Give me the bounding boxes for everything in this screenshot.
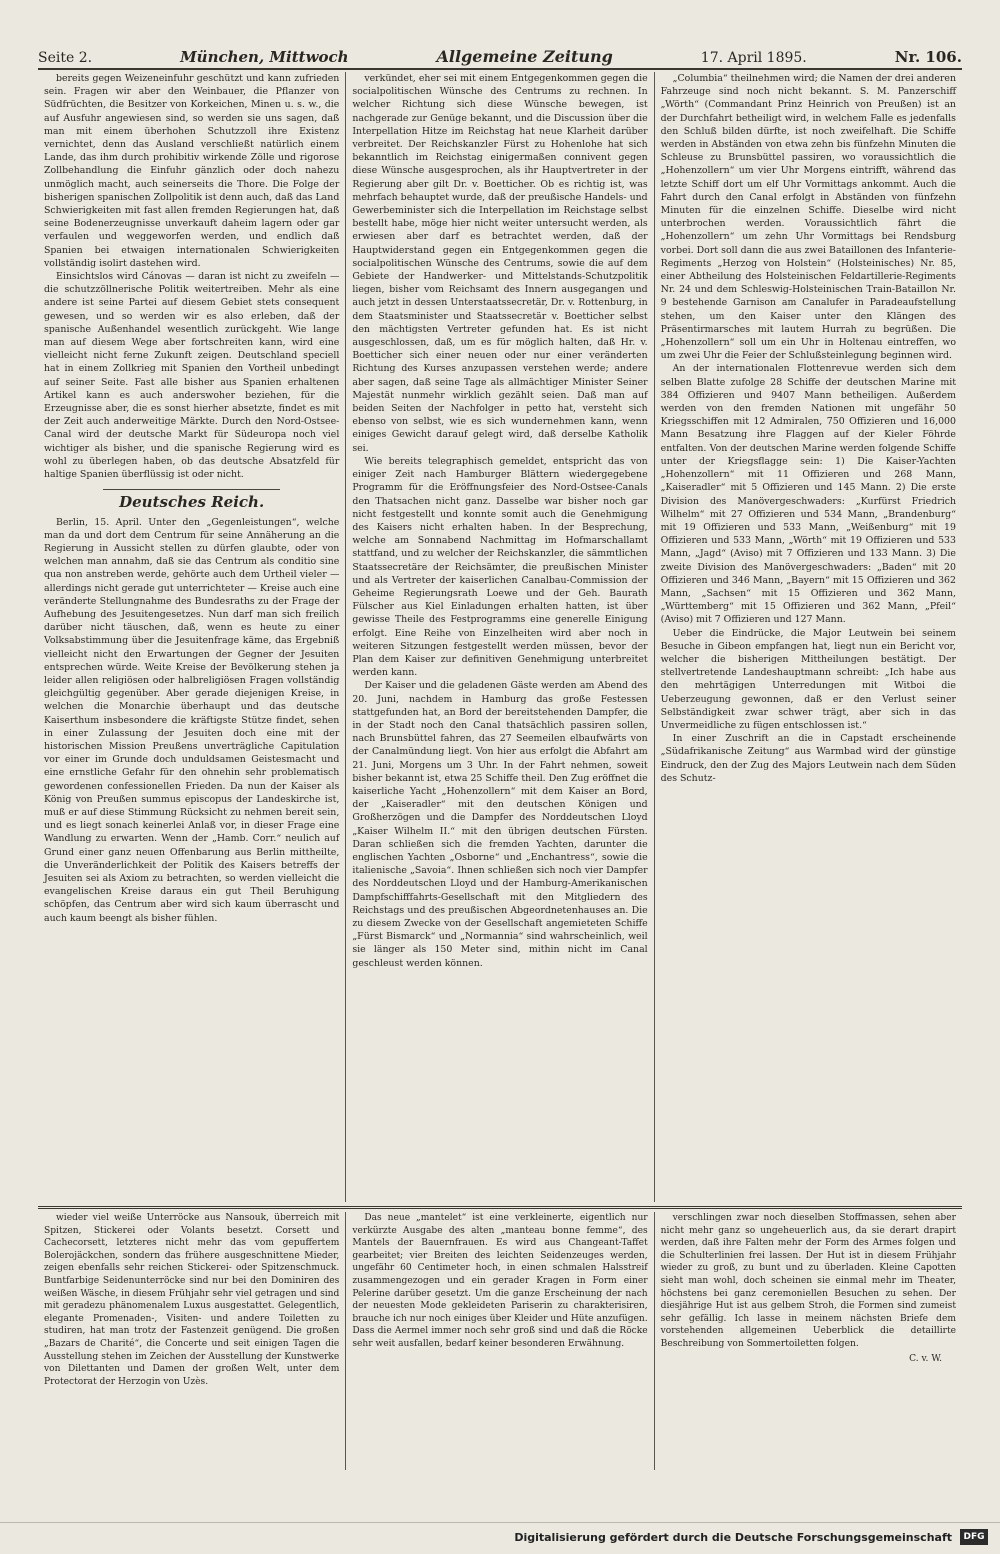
paragraph: bereits gegen Weizeneinfuhr geschützt und kann zufrieden sein. Fragen wir aber den Weinbauer, die Pflanzer von Südfrüchten, die Besitzer von Korkeichen, Minen u. s. w., die auf Ausfuhr angewiesen sind, so werden sie uns sagen, daß man mit einem überhohen Schutzzoll ihre Existenz vernichtet, denn das Ausland verschließt natürlich einem Lande, das ihm durch prohibitiv wirkende Zölle und rigorose Zollbehandlung die Einfuhr gänzlich oder doch nahezu unmöglich macht, auch seinerseits die Thore. Die Folge der bisherigen spanischen Zollpolitik ist denn auch, daß das Land Schwierigkeiten mit fast allen fremden Regierungen hat, daß seine Bodenerzeugnisse unverkauft daheim lagern oder gar verfaulen und weggeworfen werden, und endlich daß Spanien bei etwaigen internationalen Schwierigkeiten vollständig isolirt dastehen wird. (44, 73, 340, 269)
issue-date: 17. April 1895. (700, 50, 807, 66)
funding-footer (0, 1526, 1000, 1548)
paragraph: wieder viel weiße Unterröcke aus Nansouk, überreich mit Spitzen, Stickerei oder Volants besetzt. Corsett und Cachecorsett, letzteres nicht mehr das vom gepuffertem Bolerojäckchen, sondern das frühere ausgeschnittene Mieder, zeigen ebenfalls sehr reichen Stickerei- oder Spitzenschmuck. Buntfarbige Seidenunterröcke sind nur bei den Dominiren des weißen Wäsche, in diesem Frühjahr sehr viel getragen und sind mit geradezu phänomenalem Luxus ausgestattet. Gelegentlich, elegante Promenaden-, Visiten- und andere Toiletten zu studiren, hat man trotz der Fastenzeit genügend. Die großen „Bazars de Charité“, die Concerte und seit einigen Tagen die Ausstellung stehen im Zeichen der Ausstellung der Kunstwerke von Dilettanten und Damen der großen Welt, unter dem Protectorat der Herzogin von Uzès. (44, 1213, 340, 1387)
feuilleton-divider (38, 1206, 962, 1209)
issue-number: Nr. 106. (894, 48, 962, 66)
paragraph: „Columbia“ theilnehmen wird; die Namen der drei anderen Fahrzeuge sind noch nicht bekannt. S. M. Panzerschiff „Wörth“ (Commandant Prinz Heinrich von Preußen) ist an der Durchfahrt betheiligt wird, in welchem Falle es jedenfalls den Schluß bilden dürfte, ist noch zweifelhaft. Die Schiffe werden in Abständen von etwa zehn bis fünfzehn Minuten die Schleuse zu Brunsbüttel passiren, wo voraussichtlich die „Hohenzollern“ um vier Uhr Morgens eintrifft, während das letzte Schiff dort um elf Uhr Vormittags ankommt. Auch die Fahrt durch den Canal erfolgt in Abständen von fünfzehn Minuten für die einzelnen Schiffe. Dieselbe wird nicht unterbrochen werden. Voraussichtlich fährt die „Hohenzollern“ um zehn Uhr Vormittags bei Rendsburg vorbei. Dort soll dann die aus zwei Bataillonen des Infanterie-Regiments „Herzog von Holstein“ (Holsteinisches) Nr. 85, einer Abtheilung des Holsteinischen Feldartillerie-Regiments Nr. 24 und dem Schleswig-Holsteinischen Train-Bataillon Nr. 9 bestehende Garnison am Canalufer in Paradeaufstellung stehen, um den Kaiser unter den Klängen des Präsentirmarsches mit lautem Hurrah zu begrüßen. Die „Hohenzollern“ soll um ein Uhr in Holtenau eintreffen, wo um zwei Uhr die Feier der Schlußsteinlegung beginnen wird. (660, 73, 956, 362)
paragraph: Einsichtslos wird Cánovas — daran ist nicht zu zweifeln — die schutzzöllnerische Politik weitertreiben. Mehr als eine andere ist seine Partei auf diesem Gebiet stets consequent gewesen, und so werden wir es also erleben, daß der spanische Außenhandel wesentlich zurückgeht. Wie lange man auf diesem Wege aber fortschreiten kann, wird eine vielleicht nicht ferne Zukunft zeigen. Deutschland speciell hat in einem Zollkrieg mit Spanien den Vortheil unbedingt auf seiner Seite. Fast alle bisher aus Spanien erhaltenen Artikel kann es auch anderswoher beziehen, für die Erzeugnisse aber, die es sonst hierher absetzte, findet es mit der Zeit auch anderweitige Märkte. Durch den Nord-Ostsee-Canal wird der deutsche Markt für Südeuropa noch viel wichtiger als bisher, und die spanische Regierung wird es wohl zu überlegen haben, ob das deutsche Absatzfeld für haltige Spanien überflüssig ist oder nicht. (44, 271, 340, 481)
funding-note: Digitalisierung gefördert durch die Deutsche Forschungsgemeinschaft (514, 1530, 952, 1544)
author-signature: C. v. W. (909, 1353, 942, 1364)
feuilleton-column-3 (655, 1212, 962, 1470)
dfg-logo-icon: DFG (960, 1529, 988, 1545)
column-1 (38, 72, 346, 1202)
footer-divider (0, 1522, 1000, 1523)
column-3 (655, 72, 962, 1202)
paragraph: Das neue „mantelet“ ist eine verkleinerte, eigentlich nur verkürzte Ausgabe des alten „manteau bonne femme“, des Mantels der Bauernfrauen. Es wird aus Changeant-Taffet gearbeitet; vier Breiten des leichten Seidenzeuges werden, ungefähr 60 Centimeter hoch, in einen schmalen Halsstreif zusammengezogen und ein gerader Kragen in Form einer Pelerine darüber gesetzt. Um die ganze Erscheinung der nach der neuesten Mode gekleideten Pariserin zu charakterisiren, brauche ich nur noch einiges über Kleider und Hüte anzufügen. Dass die Aermel immer noch sehr groß sind und daß die Röcke sehr weit ausfallen, bedarf keiner besonderen Erwähnung. (352, 1213, 648, 1349)
section-divider (103, 489, 280, 490)
page-number: Seite 2. (38, 50, 93, 66)
section-heading: Deutsches Reich. (119, 493, 265, 512)
paragraph: In einer Zuschrift an die in Capstadt erscheinende „Südafrikanische Zeitung“ aus Warmbad wird der günstige Eindruck, den der Zug des Majors Leutwein nach dem Süden des Schutz- (660, 733, 956, 784)
feuilleton-column-1 (38, 1212, 346, 1470)
paragraph: verschlingen zwar noch dieselben Stoffmassen, sehen aber nicht mehr ganz so ungeheuerlich aus, da sie derart drapirt werden, daß ihre Falten mehr der Form des Armes folgen und die Schulterlinien frei lassen. Der Hut ist in diesem Frühjahr wieder zu groß, zu bunt und zu überladen. Kleine Capotten sieht man wohl, doch scheinen sie einmal mehr im Theater, höchstens bei ganz ceremoniellen Besuchen zu sehen. Der diesjährige Hut ist aus gelbem Stroh, die Formen sind zumeist sehr gefällig. Ich lasse in meinem nächsten Briefe dem vorstehenden allgemeinen Ueberblick die detaillirte Beschreibung von Sommertoiletten folgen. (660, 1213, 956, 1349)
paragraph: verkündet, eher sei mit einem Entgegenkommen gegen die socialpolitischen Wünsche des Centrums zu rechnen. In welcher Richtung sich diese Wünsche bewegen, ist nachgerade zur Genüge bekannt, und die Discussion über die Interpellation Hitze im Reichstag hat neue Klarheit darüber verbreitet. Der Reichskanzler Fürst zu Hohenlohe hat sich bekanntlich im Reichstag einigermaßen connivent gegen diese Wünsche ausgesprochen, als ihr Hauptvertreter in der Regierung aber gilt Dr. v. Boetticher. Ob es richtig ist, was mehrfach behauptet wurde, daß der preußische Handels- und Gewerbeminister sich die Interpellation im Reichstage selbst bestellt habe, möge hier nicht weiter untersucht werden, als erwiesen aber darf es betrachtet werden, daß der Hauptwiderstand gegen ein Entgegenkommen gegen die socialpolitischen Wünsche des Centrums, sowie die auf dem Gebiete der Handwerker- und Mittelstands-Schutzpolitik liegen, bisher vom Reichsamt des Innern ausgegangen und auch jetzt in dessen Unterstaatssecretär, Dr. v. Rottenburg, in dem Staatsminister und Staatssecretär v. Boetticher selbst den mächtigsten Vertreter gefunden hat. Es ist nicht ausgeschlossen, daß, um es für möglich halten, daß Hr. v. Boetticher sich einer neuen oder nur einer veränderten Richtung des Kurses anzupassen verstehen werde; andere aber sagen, daß seine Tage als allmächtiger Minister Seiner Majestät nunmehr wirklich gezählt seien. Daß man auf beiden Seiten der Nachfolger in petto hat, versteht sich ebenso von selbst, wie es sich wundernehmen kann, wenn einiges Gewicht darauf gelegt wird, daß derselbe Katholik sei. (352, 73, 648, 454)
feuilleton-area (38, 1212, 962, 1470)
dateline-city: München, Mittwoch (180, 48, 349, 66)
paragraph: An der internationalen Flottenrevue werden sich dem selben Blatte zufolge 28 Schiffe der deutschen Marine mit 384 Offizieren und 9407 Mann betheiligen. Außerdem werden von den fremden Nationen mit ungefähr 50 Kriegsschiffen mit 12 Admiralen, 750 Offizieren und 16,000 Mann Besatzung ihre Flaggen auf der Kieler Föhrde entfalten. Von der deutschen Marine werden folgende Schiffe unter der Kriegsflagge sein: 1) Die Kaiser-Yachten „Hohenzollern“ mit 11 Offizieren und 268 Mann, „Kaiseradler“ mit 5 Offizieren und 145 Mann. 2) Die erste Division des Manövergeschwaders: „Kurfürst Friedrich Wilhelm“ mit 27 Offizieren und 534 Mann, „Brandenburg“ mit 19 Offizieren und 533 Mann, „Weißenburg“ mit 19 Offizieren und 533 Mann, „Wörth“ mit 19 Offizieren und 533 Mann, „Jagd“ (Aviso) mit 7 Offizieren und 133 Mann. 3) Die zweite Division des Manövergeschwaders: „Baden“ mit 20 Offizieren und 346 Mann, „Bayern“ mit 15 Offizieren und 362 Mann, „Sachsen“ mit 15 Offizieren und 362 Mann, „Württemberg“ mit 15 Offizieren und 362 Mann, „Pfeil“ (Aviso) mit 7 Offizieren und 127 Mann. (660, 363, 956, 626)
newspaper-title: Allgemeine Zeitung (436, 47, 613, 66)
paragraph: Berlin, 15. April. Unter den „Gegenleistungen“, welche man da und dort dem Centrum für seine Annäherung an die Regierung in Aussicht stellen zu dürfen glaubte, oder von welchen man annahm, daß sie das Centrum als conditio sine qua non anstreben werde, gehörte auch dem Urtheil vieler — allerdings nicht gerade gut unterrichteter — Kreise auch eine veränderte Stellungnahme des Bundesraths zu der Frage der Aufhebung des Jesuitengesetzes. Nun darf man sich freilich darüber nicht täuschen, daß, wenn es heute zu einer Volksabstimmung über die Jesuitenfrage käme, das Ergebniß vielleicht nicht den Erwartungen der Gegner der Jesuiten entsprechen würde. Weite Kreise der Bevölkerung stehen ja leider allen religiösen oder halbreligiösen Fragen vollständig gleichgültig gegenüber. Aber gerade diejenigen Kreise, in welchen die Monarchie überhaupt und das deutsche Kaiserthum insbesondere die kräftigste Stütze findet, sehen in einer Zulassung der Jesuiten doch eine mit der historischen Mission Preußens unverträgliche Capitulation vor einer im Grunde doch unduldsamen Geistesmacht und eine ernstliche Gefahr für den ohnehin sehr problematisch gewordenen confessionellen Frieden. Da nun der Kaiser als König von Preußen summus episcopus der Landeskirche ist, muß er auf diese Stimmung Rücksicht zu nehmen bereit sein, und es liegt sonach keinerlei Anlaß vor, in dieser Frage eine Wandlung zu erwarten. Wenn der „Hamb. Corr.“ neulich auf Grund einer ganz neuen Offenbarung aus Berlin mittheilte, die Unveränderlichkeit der Politik des Kaisers betreffs der Jesuiten sei als Axiom zu betrachten, so werden vielleicht die evangelischen Kreise daraus ein gut Theil Beruhigung schöpfen, das Centrum aber wird sich kaum überrascht und auch kaum beengt als bisher fühlen. (44, 516, 340, 924)
column-2 (346, 72, 654, 1202)
paragraph: Der Kaiser und die geladenen Gäste werden am Abend des 20. Juni, nachdem in Hamburg das große Festessen stattgefunden hat, an Bord der bereitstehenden Dampfer, die in der Stadt noch den Canal thatsächlich passiren sollen, nach Brunsbüttel fahren, das 27 Seemeilen elbaufwärts von der Canalmündung liegt. Von hier aus erfolgt die Abfahrt am 21. Juni, Morgens um 3 Uhr. In der Fahrt nehmen, soweit bisher bekannt ist, etwa 25 Schiffe theil. Den Zug eröffnet die kaiserliche Yacht „Hohenzollern“ mit dem Kaiser an Bord, der „Kaiseradler“ mit den deutschen Königen und Großherzögen und die Dampfer des Norddeutschen Lloyd „Kaiser Wilhelm II.“ mit den übrigen deutschen Fürsten. Daran schließen sich die fremden Yachten, darunter die englischen Yachten „Osborne“ und „Enchantress“, sowie die italienische „Savoia“. Ihnen schließen sich noch vier Dampfer des Norddeutschen Lloyd und der Hamburg-Amerikanischen Dampfschifffahrts-Gesellschaft mit den Mitgliedern des Reichstags und des preußischen Abgeordnetenhauses an. Die zu diesem Zwecke von der Gesellschaft angemieteten Schiffe „Fürst Bismarck“ und „Normannia“ sind wahrscheinlich, weil sie länger als 150 Meter sind, mithin nicht im Canal geschleust werden können. (352, 680, 648, 969)
feuilleton-column-2 (346, 1212, 654, 1470)
page-header (38, 42, 962, 70)
main-article-area (38, 72, 962, 1202)
paragraph: Ueber die Eindrücke, die Major Leutwein bei seinem Besuche in Gibeon empfangen hat, liegt nun ein Bericht vor, welcher die bisherigen Mittheilungen bestätigt. Der stellvertretende Landeshauptmann schreibt: „Ich habe aus den mehrtägigen Unterredungen mit Witboi die Ueberzeugung gewonnen, daß er den Verlust seiner Selbständigkeit zwar schwer trägt, aber sich in das Unvermeidliche zu fügen entschlossen ist.“ (660, 627, 956, 731)
paragraph: Wie bereits telegraphisch gemeldet, entspricht das von einiger Zeit nach Hamburger Blättern wiedergegebene Programm für die Eröffnungsfeier des Nord-Ostsee-Canals den Thatsachen nicht ganz. Dasselbe war bisher noch gar nicht festgestellt und konnte somit auch die Genehmigung des Kaisers nicht erhalten haben. In der Besprechung, welche am Sonnabend Nachmittag im Hofmarschallamt stattfand, und zu welcher der Reichskanzler, die sämmtlichen Staatssecretäre der Reichsämter, die preußischen Minister und als Vertreter der kaiserlichen Canalbau-Commission der Geheime Regierungsrath Loewe und der Geh. Baurath Fülscher aus Kiel Einladungen erhalten hatten, ist über gewisse Theile des Festprogramms eine generelle Einigung erfolgt. Eine Reihe von Einzelheiten wird aber noch in weiteren Sitzungen festgestellt werden müssen, bevor der Plan dem Kaiser zur definitiven Genehmigung unterbreitet werden kann. (352, 455, 648, 679)
